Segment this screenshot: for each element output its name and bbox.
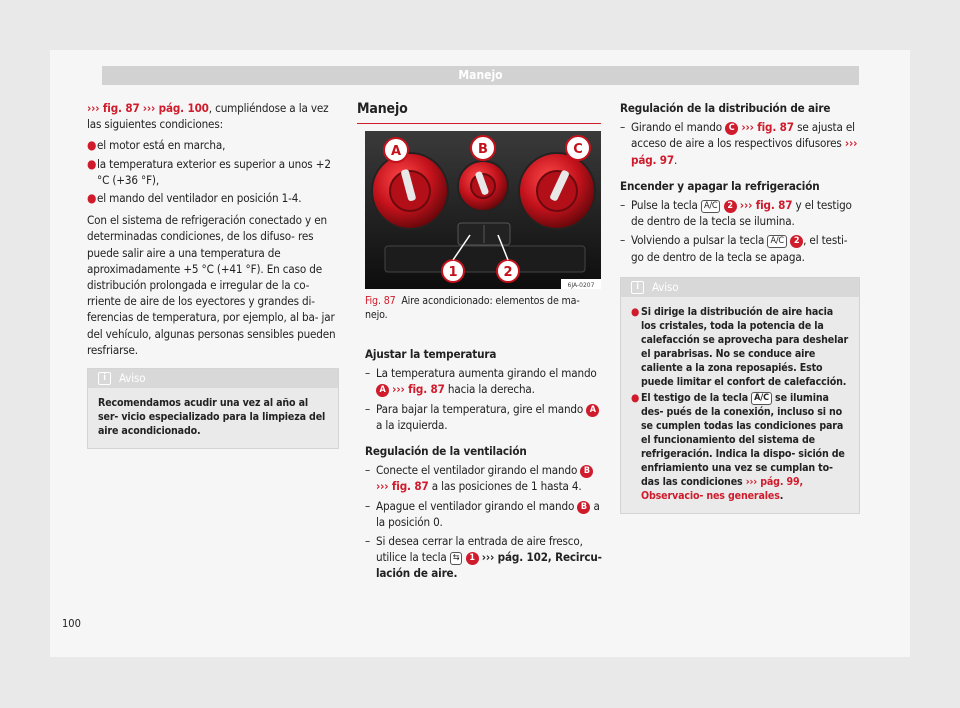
list-item: – Conecte el ventilador girando el mando B ››› fig. 87 a las posiciones de 1 hasta 4. (365, 462, 603, 494)
list-item: – Volviendo a pulsar la tecla A/C 2 , el testi- go de dentro de la tecla se apaga. (620, 233, 848, 264)
dist-title: Regulación de la distribución de aire (620, 101, 831, 115)
fig-link[interactable]: ››› fig. 87 (392, 382, 445, 397)
fig-link[interactable]: ››› fig. 87 (376, 479, 429, 494)
temp-title: Ajustar la temperatura (365, 347, 497, 361)
page-number: 100 (62, 617, 81, 630)
ac-key-icon: A/C (751, 392, 772, 405)
column-middle (357, 101, 601, 124)
list-item: – La temperatura aumenta girando el mando A ››› fig. 87 hacia la derecha. (365, 366, 597, 397)
section-rule (357, 123, 601, 124)
refr-title: Encender y apagar la refrigeración (620, 178, 820, 193)
recirculation-key-icon: ⇆ (450, 552, 463, 565)
svg-text:2: 2 (503, 265, 513, 280)
figure-caption: Fig. 87 Aire acondicionado: elementos de ma- nejo. (365, 295, 580, 321)
vent-title: Regulación de la ventilación (365, 444, 527, 459)
column-right (620, 100, 860, 514)
notice-text: Recomendamos acudir una vez al año al ser- vicio especializado para la limpieza del aire acondicionado. (98, 397, 326, 438)
list-item: – Para bajar la temperatura, gire el mando A a la izquierda. (365, 401, 603, 433)
ac-key-icon: A/C (701, 200, 720, 213)
fig-link[interactable]: ››› fig. 87 (87, 101, 140, 115)
column-left (87, 100, 339, 449)
page-link[interactable]: ››› pág. 100 (142, 101, 209, 115)
fig-link[interactable]: ››› fig. 87 (741, 120, 794, 135)
notice-box (87, 368, 339, 449)
fig-link[interactable]: ››› fig. 87 (739, 198, 793, 213)
list-item: ● la temperatura exterior es superior a unos +2 °C (+36 °F), (87, 156, 331, 187)
list-item: – Pulse la tecla A/C 2 ››› fig. 87 y el testigo de dentro de la tecla se ilumina. (620, 198, 852, 229)
notice-box (620, 277, 860, 514)
list-item: ● el motor está en marcha, (87, 138, 226, 153)
svg-text:B: B (478, 142, 488, 157)
page-link[interactable]: ››› pág. 97 (631, 136, 858, 167)
info-icon: i (631, 281, 644, 294)
page-link[interactable]: ››› pág. 102, Recircu- lación de aire. (376, 550, 602, 581)
column-middle-text (365, 295, 603, 582)
notice-header: i Aviso (621, 278, 859, 297)
notice-header: i Aviso (88, 369, 338, 388)
svg-text:C: C (573, 142, 583, 157)
svg-text:A: A (390, 144, 402, 159)
conditions-list (87, 137, 339, 206)
info-icon: i (98, 372, 111, 385)
info-paragraph: Con el sistema de refrigeración conectado y en determinadas condiciones, de los difuso- res puede salir aire a una temperatura de aproximadamente +5 °C (+41 °F). En caso de distribución prolongada e irregular de la co- rriente de aire de los eyectores y grandes di- ferencias de temperatura, por ejemplo, al ba- jar del vehículo, algunas personas sensibles pueden resfriarse. (87, 213, 336, 357)
intro-text: ››› fig. 87 ››› pág. 100, cumpliéndose a la vez las siguientes condiciones: (87, 101, 329, 132)
ac-key-icon: A/C (767, 235, 786, 248)
figure-code: 6JA-0207 (567, 282, 595, 289)
svg-text:1: 1 (448, 265, 458, 280)
page-link[interactable]: ››› pág. 99, Observacio- nes generales (641, 475, 803, 502)
ac-controls-figure (365, 131, 601, 289)
notice-text: ● Si dirige la distribución de aire hacia los cristales, toda la potencia de la calefacción se aprovecha para deshelar el parabrisas. No se conduce aire caliente a la zona reposapiés. Esto puede limitar el confort de calefacción. ● El testigo de la tecla A/C se ilumina des- pués de la conexión, incluso si no se cumplen todas las condiciones para el funcionamiento del sistema de refrigeración. Indica la dispo- sición de enfriamiento una vez se cumplan to- das las condiciones ››› pág. 99, Observacio- nes generales. (631, 305, 849, 502)
section-title: Manejo (357, 101, 408, 117)
list-item: ● el mando del ventilador en posición 1-4. (87, 191, 302, 206)
list-item: – Si desea cerrar la entrada de aire fresco, utilice la tecla ⇆ 1 ››› pág. 102, Recircu- lación de aire. (365, 534, 602, 581)
list-item: – Apague el ventilador girando el mando B a la posición 0. (365, 498, 600, 529)
list-item: – Girando el mando C ››› fig. 87 se ajusta el acceso de aire a los respectivos difusores ››› pág. 97. (620, 120, 858, 167)
page-header: Manejo (102, 66, 859, 85)
